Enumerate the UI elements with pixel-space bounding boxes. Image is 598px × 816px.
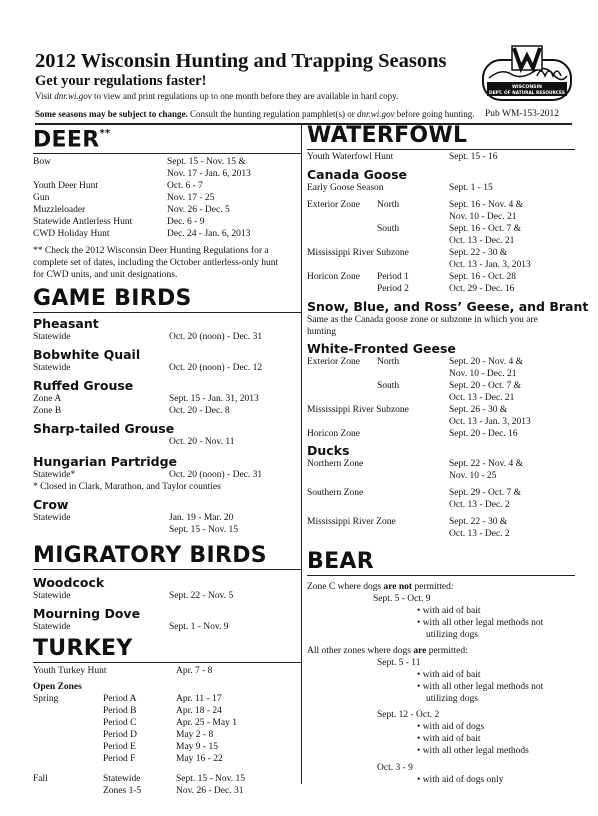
deer-table	[33, 156, 301, 240]
table-row: Exterior Zone North Sept. 16 - Nov. 4 &	[307, 200, 524, 210]
table-row: Oct. 13 - Jan. 3, 2013	[449, 260, 531, 270]
list-item: • with aid of bait	[417, 734, 481, 744]
table-row: Oct. 13 - Dec. 21	[449, 236, 515, 246]
table-row: Statewide Sept. 1 - Nov. 9	[33, 622, 229, 633]
list-item: • with all other legal methods not	[417, 682, 544, 692]
snow-geese-text: Same as the Canada goose zone or subzone in which you are hunting	[307, 315, 538, 337]
list-item: • with aid of bait	[417, 606, 481, 616]
game-birds-heading: GAME BIRDS	[33, 287, 301, 313]
table-row: Gun Nov. 17 - 25	[33, 193, 215, 204]
bear-period-1-dates: Sept. 5 - 11	[377, 658, 421, 668]
table-row: Fall Statewide Sept. 15 - Nov. 15	[33, 774, 246, 785]
table-row: Sept. 15 - Nov. 15	[169, 525, 239, 536]
table-row: Period C Apr. 25 - May 1	[103, 718, 237, 729]
table-row: Zones 1-5 Nov. 26 - Dec. 31	[103, 786, 244, 797]
turkey-heading: TURKEY	[33, 637, 301, 663]
table-row: Spring Period A Apr. 11 - 17	[33, 694, 222, 705]
table-row: Period E May 9 - 15	[103, 742, 218, 753]
table-row: Horicon Zone Sept. 20 - Dec. 16	[307, 429, 518, 439]
table-row: Youth Turkey Hunt Apr. 7 - 8	[33, 666, 213, 677]
list-item: • with all other legal methods	[417, 746, 529, 756]
list-item: • with all other legal methods not	[417, 618, 544, 628]
list-item: utilizing dogs	[426, 630, 478, 640]
bear-zone-c-dates: Sept. 5 - Oct. 9	[373, 594, 431, 604]
list-item: utilizing dogs	[426, 694, 478, 704]
right-column	[307, 123, 589, 786]
bear-heading: BEAR	[307, 550, 575, 576]
table-row: Period B Apr. 18 - 24	[103, 706, 222, 717]
table-row: Statewide Jan. 19 - Mar. 20	[33, 513, 234, 524]
table-row: Zone A Sept. 15 - Jan. 31, 2013	[33, 394, 259, 405]
list-item: • with aid of dogs only	[417, 775, 504, 785]
deer-heading: DEER**	[33, 124, 301, 154]
table-row: Bow Sept. 15 - Nov. 15 &	[33, 157, 246, 168]
waterfowl-heading: WATERFOWL	[307, 124, 575, 150]
table-row: Statewide* Oct. 20 (noon) - Dec. 31	[33, 470, 263, 481]
list-item: • with aid of dogs	[417, 722, 485, 732]
logo-line-2: DEPT. OF NATURAL RESOURCES	[489, 91, 565, 96]
table-row: Nov. 10 - Dec. 21	[449, 212, 517, 222]
table-row: Statewide Sept. 22 - Nov. 5	[33, 591, 234, 602]
mourning-dove-heading: Mourning Dove	[33, 606, 141, 622]
table-row: Oct. 13 - Dec. 2	[449, 500, 510, 510]
table-row: South Sept. 16 - Oct. 7 &	[377, 224, 522, 234]
bear-period-3-dates: Oct. 3 - 9	[377, 763, 413, 773]
left-column	[33, 124, 301, 797]
table-row: Mississippi River Subzone Sept. 26 - 30 &	[307, 405, 508, 415]
table-row: Nov. 10 - Dec. 21	[449, 369, 517, 379]
hungarian-partridge-heading: Hungarian Partridge	[33, 454, 178, 470]
ruffed-grouse-heading: Ruffed Grouse	[33, 378, 134, 394]
migratory-birds-heading: MIGRATORY BIRDS	[33, 544, 301, 570]
table-row: Oct. 13 - Dec. 2	[449, 529, 510, 539]
table-row: Exterior Zone North Sept. 20 - Nov. 4 &	[307, 357, 524, 367]
table-row: Early Goose Season Sept. 1 - 15	[307, 183, 493, 193]
white-fronted-geese-heading: White-Fronted Geese	[307, 341, 456, 356]
deer-footnote: ** Check the 2012 Wisconsin Deer Hunting Regulations for a complete set of dates, including the October antlerless-only hunt for CWD units, and unit designations.	[33, 246, 279, 281]
table-row: Nov. 10 - 25	[449, 471, 497, 481]
table-row: Nov. 17 - Jan. 6, 2013	[167, 169, 251, 180]
snow-geese-heading: Snow, Blue, and Ross’ Geese, and Brant	[307, 299, 589, 314]
open-zones-label: Open Zones	[33, 682, 82, 693]
table-row: Mississippi River Zone Sept. 22 - 30 &	[307, 517, 508, 527]
page-subtitle: Get your regulations faster!	[35, 73, 207, 89]
table-row: CWD Holiday Hunt Dec. 24 - Jan. 6, 2013	[33, 229, 251, 240]
table-row: Oct. 13 - Dec. 21	[449, 393, 515, 403]
hungarian-footnote: * Closed in Clark, Marathon, and Taylor counties	[33, 482, 221, 493]
table-row: Youth Deer Hunt Oct. 6 - 7	[33, 181, 203, 192]
regulations-note: Visit dnr.wi.gov to view and print regulations up to one month before they are available in hard copy.	[35, 91, 399, 101]
table-row: Statewide Antlerless Hunt Dec. 6 - 9	[33, 217, 205, 228]
table-row: Period D May 2 - 8	[103, 730, 214, 741]
table-row: Statewide Oct. 20 (noon) - Dec. 31	[33, 332, 263, 343]
wdnr-logo	[481, 44, 573, 106]
quail-heading: Bobwhite Quail	[33, 347, 141, 363]
page-title: 2012 Wisconsin Hunting and Trapping Seasons	[35, 50, 447, 72]
table-row: Zone B Oct. 20 - Dec. 8	[33, 406, 230, 417]
change-note: Some seasons may be subject to change. Consult the hunting regulation pamphlet(s) or dnr.wi.gov before going hunting.	[35, 109, 475, 119]
pheasant-heading: Pheasant	[33, 316, 99, 332]
logo-line-1: WISCONSIN	[511, 85, 543, 90]
canada-goose-heading: Canada Goose	[307, 167, 408, 182]
table-row: Youth Waterfowl Hunt Sept. 15 - 16	[307, 152, 498, 162]
table-row: Oct. 13 - Jan. 3, 2013	[449, 417, 531, 427]
table-row: Mississippi River Subzone Sept. 22 - 30 &	[307, 248, 508, 258]
ducks-heading: Ducks	[307, 443, 350, 458]
table-row: Muzzleloader Nov. 26 - Dec. 5	[33, 205, 230, 216]
list-item: • with aid of bait	[417, 670, 481, 680]
table-row: Statewide Oct. 20 (noon) - Dec. 12	[33, 363, 263, 374]
sharp-tailed-grouse-heading: Sharp-tailed Grouse	[33, 421, 175, 437]
column-divider	[301, 124, 302, 784]
woodcock-heading: Woodcock	[33, 575, 105, 591]
table-row: Northern Zone Sept. 22 - Nov. 4 &	[307, 459, 524, 469]
bear-period-2-dates: Sept. 12 - Oct. 2	[377, 710, 440, 720]
crow-heading: Crow	[33, 497, 69, 513]
bear-zone-c-label: Zone C where dogs are not permitted:	[307, 582, 454, 592]
table-row: Horicon Zone Period 1 Sept. 16 - Oct. 28	[307, 272, 517, 282]
table-row: South Sept. 20 - Oct. 7 &	[377, 381, 522, 391]
publication-number: Pub WM-153-2012	[485, 109, 559, 119]
bear-other-zones-label: All other zones where dogs are permitted:	[307, 646, 468, 656]
table-row: Period 2 Oct. 29 - Dec. 16	[377, 284, 515, 294]
table-row: Oct. 20 - Nov. 11	[169, 437, 235, 448]
table-row: Period F May 16 - 22	[103, 754, 223, 765]
table-row: Southern Zone Sept. 29 - Oct. 7 &	[307, 488, 522, 498]
